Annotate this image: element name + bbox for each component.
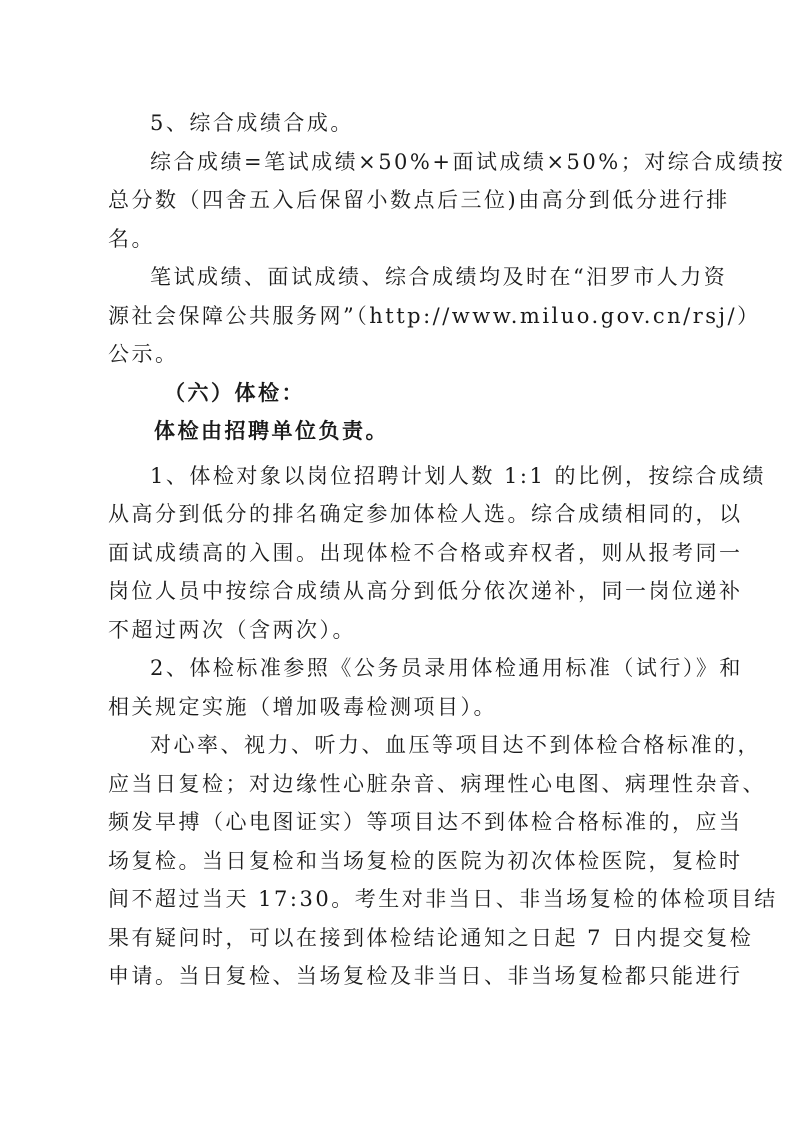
- paragraph-line: 间不超过当天 17:30。考生对非当日、非当场复检的体检项目结: [108, 887, 778, 911]
- paragraph-line: 笔试成绩、面试成绩、综合成绩均及时在“汨罗市人力资: [150, 265, 728, 289]
- paragraph-line: 总分数（四舍五入后保留小数点后三位)由高分到低分进行排: [108, 188, 730, 212]
- paragraph-line: 从高分到低分的排名确定参加体检人选。综合成绩相同的，以: [108, 502, 743, 526]
- paragraph-exam-standard: [108, 649, 743, 726]
- paragraph-composite-score: [108, 143, 786, 259]
- section-item-5-title: 5、综合成绩合成。: [150, 111, 354, 135]
- document-body: [108, 104, 786, 996]
- paragraph-line: 源社会保障公共服务网”（http://www.miluo.gov.cn/rsj/）: [108, 303, 761, 328]
- paragraph-line: 1、体检对象以岗位招聘计划人数 1:1 的比例，按综合成绩: [150, 463, 767, 488]
- paragraph-line: 果有疑问时，可以在接到体检结论通知之日起 7 日内提交复检: [108, 925, 754, 950]
- paragraph-line: 岗位人员中按综合成绩从高分到低分依次递补，同一岗位递补: [108, 579, 743, 603]
- paragraph-line: 综合成绩=笔试成绩×50%+面试成绩×50%；对综合成绩按: [150, 149, 786, 174]
- section-subheading: 体检由招聘单位负责。: [154, 418, 389, 443]
- paragraph-publication: [108, 258, 761, 374]
- paragraph-line: 应当日复检；对边缘性心脏杂音、病理性心电图、病理性杂音、: [108, 771, 766, 796]
- paragraph-line: 对心率、视力、听力、血压等项目达不到体检合格标准的，: [150, 733, 761, 757]
- paragraph-reexamination: [108, 726, 778, 996]
- paragraph-line: 名。: [108, 226, 155, 251]
- paragraph-line: 公示。: [108, 342, 179, 366]
- paragraph-line: 面试成绩高的入围。出现体检不合格或弃权者，则从报考同一: [108, 540, 743, 565]
- paragraph-line: 申请。当日复检、当场复检及非当日、非当场复检都只能进行: [108, 964, 743, 988]
- paragraph-exam-candidates: [108, 457, 767, 650]
- paragraph-line: 场复检。当日复检和当场复检的医院为初次体检医院，复检时: [108, 848, 743, 873]
- paragraph-line: 频发早搏（心电图证实）等项目达不到体检合格标准的，应当: [108, 810, 743, 834]
- paragraph-line: 不超过两次（含两次）。: [108, 617, 356, 642]
- section-heading-physical-exam: （六）体检：: [164, 379, 305, 405]
- paragraph-line: 2、体检标准参照《公务员录用体检通用标准（试行）》和: [150, 656, 743, 680]
- paragraph-line: 相关规定实施（增加吸毒检测项目）。: [108, 694, 497, 719]
